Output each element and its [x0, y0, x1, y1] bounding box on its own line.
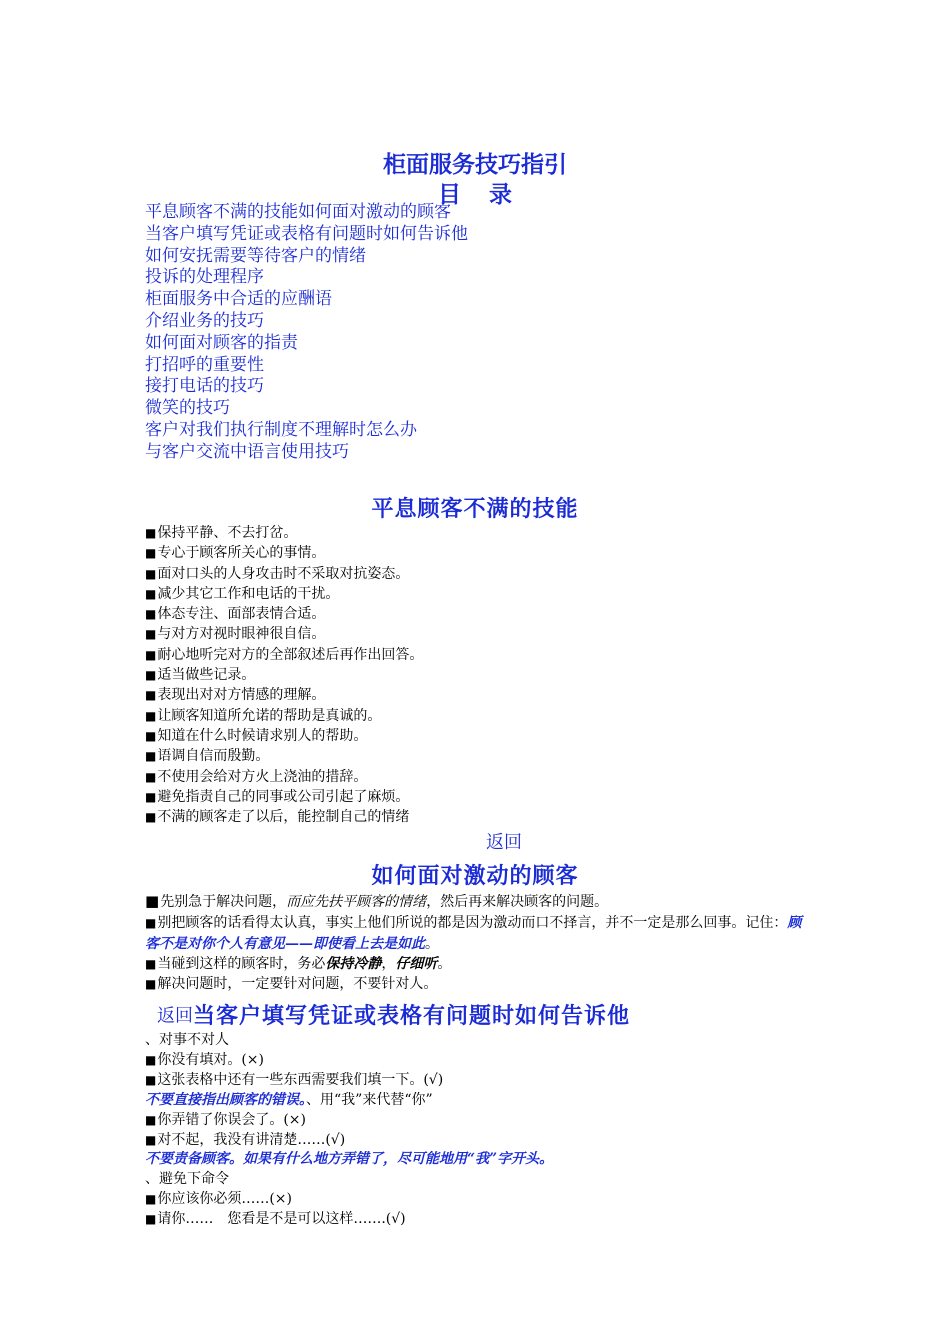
toc-link[interactable]: 介绍业务的技巧 — [145, 310, 264, 331]
section-heading-agitated-customer: 如何面对激动的顾客 — [371, 864, 579, 889]
list-item-text: 对不起，我没有讲清楚……(√) — [157, 1131, 346, 1148]
list-item — [145, 645, 423, 665]
list-item — [145, 665, 423, 685]
bullet-square-icon: ■ — [145, 1192, 157, 1207]
text: 解决问题时，一定要针对问题，不要针对人。 — [157, 976, 438, 992]
paragraph — [145, 913, 810, 954]
paragraph — [145, 954, 810, 975]
toc-link[interactable]: 客户对我们执行制度不理解时怎么办 — [145, 419, 417, 440]
emphasis-text: 顾客不是对你个人有意见——即使看上去是如此 — [145, 915, 802, 952]
bullet-square-icon: ■ — [145, 1052, 157, 1067]
toc-link[interactable]: 投诉的处理程序 — [145, 267, 264, 288]
list-item — [145, 1131, 553, 1151]
list-item-text: 你弄错了你误会了。(×) — [157, 1111, 306, 1128]
list-item — [145, 726, 423, 746]
list-item-text: 不满的顾客走了以后，能控制自己的情绪 — [157, 809, 410, 826]
toc-link[interactable]: 如何安抚需要等待客户的情绪 — [145, 245, 366, 266]
list-item-text: 减少其它工作和电话的干扰。 — [157, 585, 340, 602]
list-item — [145, 767, 423, 787]
bullet-square-icon: ■ — [145, 1072, 157, 1087]
list-item: 、避免下命令 — [145, 1171, 229, 1188]
list-item-text: 与对方对视时眼神很自信。 — [157, 626, 326, 643]
list-item-text: 、用“我”来代替“你” — [306, 1091, 433, 1108]
bullet-square-icon: ■ — [145, 546, 157, 561]
toc-link[interactable]: 平息顾客不满的技能如何面对激动的顾客 — [145, 202, 451, 222]
emphasis-text: 不要责备顾客。如果有什么地方弄错了，尽可能地用“我”字开头。 — [145, 1151, 554, 1168]
toc-link[interactable]: 与客户交流中语言使用技巧 — [145, 441, 349, 462]
list-item — [145, 746, 423, 766]
list-item-text: 语调自信而殷勤。 — [157, 748, 270, 765]
list-item — [145, 1051, 553, 1071]
list-item — [145, 787, 423, 807]
bullet-square-icon: ■ — [145, 647, 157, 662]
list-item — [145, 1071, 553, 1091]
section-heading-row — [157, 999, 630, 1030]
toc-link[interactable]: 柜面服务中合适的应酬语 — [145, 289, 332, 310]
back-link[interactable]: 返回 — [486, 832, 522, 853]
list-item — [145, 584, 423, 604]
bullet-square-icon: ■ — [145, 749, 157, 764]
bullet-square-icon: ■ — [145, 789, 157, 804]
list-item-text: 请你…… 您看是不是可以这样…….(√) — [157, 1211, 406, 1228]
toc-link[interactable]: 如何面对顾客的指责 — [145, 332, 298, 353]
list-item-text: 你没有填对。(×) — [157, 1051, 264, 1068]
bullet-square-icon: ■ — [145, 668, 157, 683]
list-item-text: 你应该你必须……(×) — [157, 1191, 292, 1208]
toc-link[interactable]: 打招呼的重要性 — [145, 354, 264, 375]
text: 当碰到这样的顾客时，务必 — [157, 956, 326, 972]
list-item-text: 知道在什么时候请求别人的帮助。 — [157, 727, 368, 744]
list-item — [145, 706, 423, 726]
list-item — [145, 1091, 553, 1111]
document-title: 柜面服务技巧指引 — [383, 152, 567, 178]
text: 。 — [437, 956, 452, 972]
bullet-square-icon: ■ — [145, 957, 157, 971]
list-item-text: 避免指责自己的同事或公司引起了麻烦。 — [157, 788, 410, 805]
list-item-text: 适当做些记录。 — [157, 667, 256, 684]
bullet-square-icon: ■ — [145, 769, 157, 784]
list-item — [145, 1210, 553, 1230]
text: 。 — [425, 935, 439, 952]
bullet-square-icon: ■ — [145, 728, 157, 743]
text: ，然后再来解决顾客的问题。 — [426, 894, 609, 910]
text: 先别急于解决问题， — [160, 894, 287, 910]
list-item-text: 体态专注、面部表情合适。 — [157, 606, 326, 623]
list-item-text: 面对口头的人身攻击时不采取对抗姿态。 — [157, 565, 410, 582]
toc-title: 目录 — [438, 182, 540, 208]
list-item-text: 不使用会给对方火上浇油的措辞。 — [157, 768, 368, 785]
bullet-square-icon: ■ — [145, 627, 157, 642]
text: 别把顾客的话看得太认真，事实上他们所说的都是因为激动而口不择言，并不一定是那么回事。记住： — [157, 915, 788, 931]
list-item: 、对事不对人 — [145, 1032, 229, 1048]
list-item — [145, 1111, 553, 1131]
emphasis-text: 仔细听 — [395, 956, 438, 972]
form-problems-list — [145, 1031, 553, 1230]
bullet-square-icon: ■ — [145, 892, 160, 910]
emphasis-text: 不要直接指出顾客的错误。 — [145, 1091, 306, 1108]
bullet-square-icon: ■ — [145, 1212, 157, 1227]
bullet-square-icon: ■ — [145, 810, 157, 825]
list-item-text: 耐心地听完对方的全部叙述后再作出回答。 — [157, 646, 424, 663]
bullet-square-icon: ■ — [145, 1112, 157, 1127]
emphasis-text: 保持冷静 — [325, 956, 382, 972]
section-heading-form-problems: 当客户填写凭证或表格有问题时如何告诉他 — [193, 1004, 631, 1029]
section-heading-calming-skills: 平息顾客不满的技能 — [371, 497, 579, 522]
bullet-square-icon: ■ — [145, 607, 157, 622]
list-item — [145, 604, 423, 624]
bullet-square-icon: ■ — [145, 526, 157, 540]
bullet-square-icon: ■ — [145, 708, 157, 723]
bullet-square-icon: ■ — [145, 977, 157, 991]
paragraph — [145, 891, 810, 913]
bullet-square-icon: ■ — [145, 566, 157, 581]
back-link[interactable]: 返回 — [157, 1005, 193, 1027]
list-item-text: 这张表格中还有一些东西需要我们填一下。(√) — [157, 1071, 444, 1088]
list-item — [145, 1190, 553, 1210]
list-item-text: 让顾客知道所允诺的帮助是真诚的。 — [157, 707, 382, 724]
bullet-square-icon: ■ — [145, 586, 157, 601]
list-item-text: 专心于顾客所关心的事情。 — [157, 545, 326, 562]
text: ， — [381, 956, 396, 972]
list-item — [145, 1150, 553, 1170]
list-item — [145, 807, 423, 827]
emphasis-text: 而应先扶平顾客的情绪 — [286, 894, 427, 910]
list-item — [145, 564, 423, 584]
paragraph — [145, 974, 810, 995]
toc-link[interactable]: 当客户填写凭证或表格有问题时如何告诉他 — [145, 223, 468, 244]
bullet-square-icon: ■ — [145, 916, 157, 930]
bullet-square-icon: ■ — [145, 688, 157, 703]
list-item — [145, 624, 423, 644]
list-item — [145, 685, 423, 705]
toc-link[interactable]: 接打电话的技巧 — [145, 376, 264, 397]
list-item — [145, 543, 423, 563]
table-of-contents — [145, 202, 468, 464]
bullet-square-icon: ■ — [145, 1132, 157, 1147]
list-item-text: 保持平静、不去打岔。 — [157, 525, 298, 541]
list-item-text: 表现出对对方情感的理解。 — [157, 687, 326, 704]
list-item — [145, 523, 423, 543]
toc-link[interactable]: 微笑的技巧 — [145, 398, 230, 419]
calming-skills-list — [145, 523, 423, 827]
